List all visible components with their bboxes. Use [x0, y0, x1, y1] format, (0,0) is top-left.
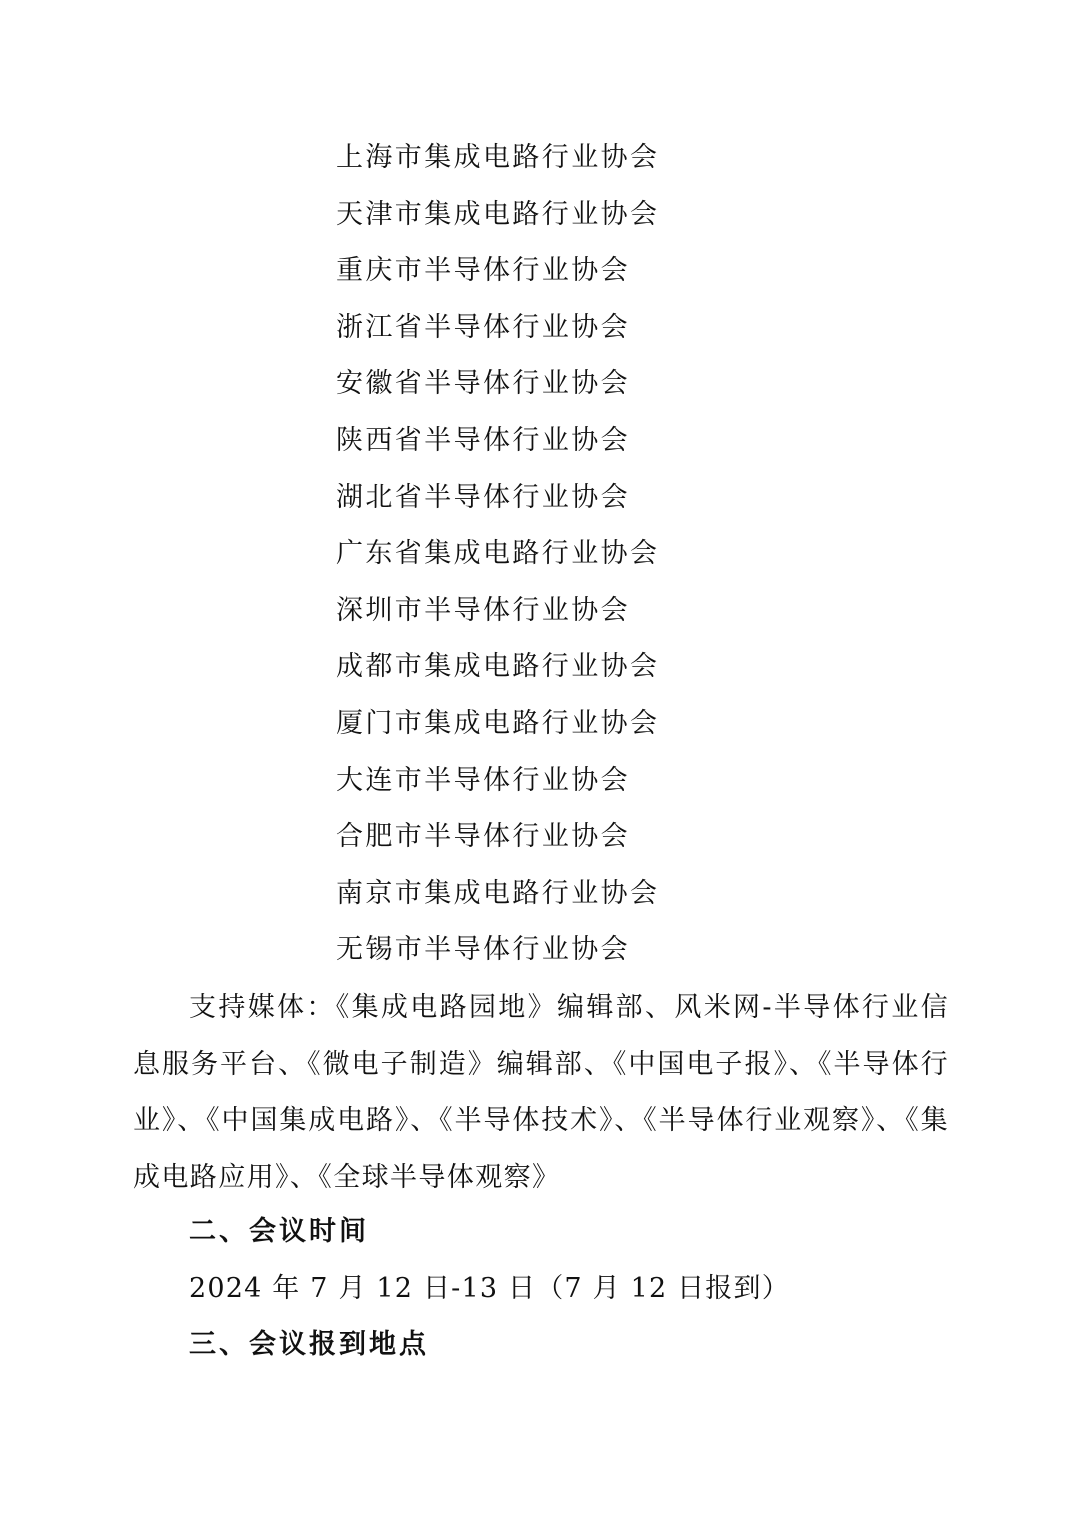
section-heading-time: 二、会议时间 [189, 1216, 369, 1247]
organization-item: 上海市集成电路行业协会 [336, 142, 660, 173]
organization-item: 成都市集成电路行业协会 [336, 651, 660, 683]
meeting-date: 2024 年 7 月 12 日-13 日（7 月 12 日报到） [189, 1273, 790, 1304]
organization-item: 大连市半导体行业协会 [336, 764, 630, 796]
organization-item: 重庆市半导体行业协会 [336, 255, 630, 287]
organization-item: 无锡市半导体行业协会 [336, 934, 630, 966]
organization-item: 陕西省半导体行业协会 [336, 424, 630, 456]
organization-item: 湖北省半导体行业协会 [336, 481, 630, 513]
organization-item: 浙江省半导体行业协会 [336, 311, 630, 343]
organization-item: 广东省集成电路行业协会 [336, 538, 660, 570]
organization-item: 天津市集成电路行业协会 [336, 198, 660, 230]
organization-item: 南京市集成电路行业协会 [336, 877, 660, 909]
section-heading-place: 三、会议报到地点 [189, 1329, 429, 1360]
organization-item: 深圳市半导体行业协会 [336, 594, 630, 626]
organization-item: 安徽省半导体行业协会 [336, 368, 630, 400]
supporting-media-paragraph: 支持媒体：《集成电路园地》编辑部、风米网-半导体行业信息服务平台、《微电子制造》编辑部、《中国电子报》、《半导体行业》、《中国集成电路》、《半导体技术》、《半导体行业观察》、《集成电路应用》、《全球半导体观察》 [133, 992, 949, 1193]
organization-item: 合肥市半导体行业协会 [336, 821, 630, 853]
organization-list [336, 130, 659, 979]
organization-item: 厦门市集成电路行业协会 [336, 707, 660, 739]
